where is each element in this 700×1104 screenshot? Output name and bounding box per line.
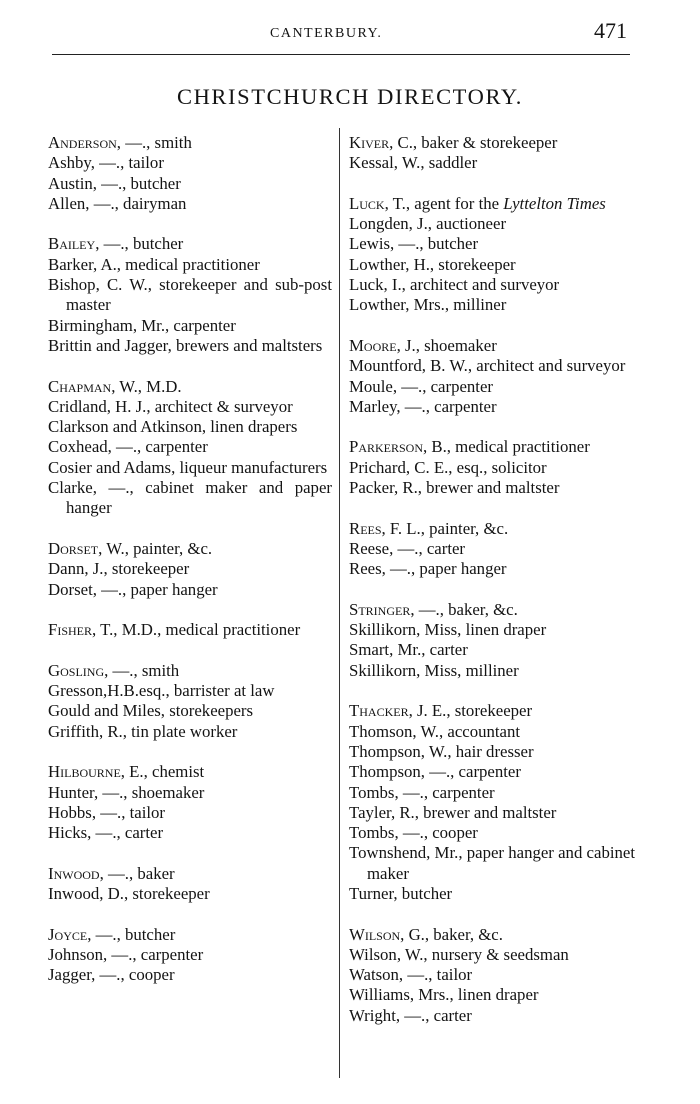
page-title: CHRISTCHURCH DIRECTORY. — [176, 84, 524, 109]
entry-details: , —., cabinet maker and paper hanger — [66, 478, 332, 518]
directory-entry — [349, 620, 635, 640]
entry-name: Hicks — [48, 823, 88, 843]
directory-entry — [349, 803, 635, 823]
directory-entry — [349, 701, 635, 721]
entry-name: Mountford — [349, 356, 422, 376]
entry-details: , H., storekeeper — [405, 254, 516, 274]
entry-name: Ashby — [48, 153, 91, 173]
entry-details: , H. J., architect & surveyor — [106, 396, 293, 416]
directory-entry — [349, 437, 635, 457]
entry-name: Dann — [48, 559, 85, 579]
directory-entry — [349, 519, 635, 539]
directory-entry — [349, 458, 635, 478]
entry-name: Coxhead — [48, 437, 108, 457]
letter-group — [48, 620, 332, 640]
column-divider — [339, 128, 340, 1078]
entry-name: Birmingham — [48, 315, 133, 335]
entry-details: , W., saddler — [393, 153, 478, 173]
header-rule — [52, 54, 630, 55]
entry-name: Austin — [48, 173, 93, 193]
entry-details: , R., brewer and maltster — [394, 478, 560, 498]
entry-name: Rees — [349, 518, 382, 538]
entry-name: Bailey — [48, 234, 96, 254]
entry-details: , C., baker & storekeeper — [389, 133, 558, 152]
entry-details: , I., architect and surveyor — [383, 275, 560, 295]
entry-details: , —., butcher — [92, 173, 181, 193]
entry-details: , —., tailor — [91, 802, 166, 822]
directory-entry — [349, 255, 635, 275]
entry-details: , Mr., carpenter — [132, 315, 236, 335]
entry-details: , —., carter — [389, 538, 466, 558]
directory-entry — [48, 458, 332, 478]
entry-name: Allen — [48, 193, 86, 213]
directory-entry — [48, 255, 332, 275]
entry-name: Longden — [349, 214, 409, 234]
entry-name: Lowther — [349, 254, 406, 274]
entry-name: Fisher — [48, 620, 93, 640]
entry-details: , Mr., paper hanger and cabinet maker — [367, 843, 635, 883]
directory-entry — [349, 539, 635, 559]
directory-entry — [48, 397, 332, 417]
directory-entry — [48, 580, 332, 600]
entry-details: , R., tin plate worker — [98, 721, 238, 741]
directory-entry — [48, 722, 332, 742]
entry-details: , —., carter — [395, 1005, 472, 1025]
entry-name: Luck — [349, 193, 385, 213]
entry-details: ,H.B.esq., barrister at law — [103, 681, 275, 701]
directory-entry — [48, 864, 332, 884]
letter-group — [349, 437, 635, 498]
directory-entry — [48, 620, 332, 640]
directory-entry — [349, 478, 635, 498]
entry-details: , Mr., carter — [389, 640, 468, 660]
entry-name: Lowther — [349, 295, 406, 315]
entry-details: and Jagger, brewers and maltsters — [91, 335, 323, 355]
letter-group — [48, 539, 332, 600]
directory-entry — [349, 742, 635, 762]
letter-group — [349, 600, 635, 681]
directory-entry — [48, 803, 332, 823]
entry-name: Skillikorn — [349, 620, 417, 640]
entry-details: , —., carpenter — [107, 437, 208, 457]
entry-details: , —., carpenter — [103, 944, 204, 964]
directory-entry — [349, 661, 635, 681]
entry-details: , C. E., esq., solicitor — [405, 457, 547, 477]
entry-name: Wilson — [349, 944, 397, 964]
directory-entry — [349, 133, 635, 153]
entry-name: Inwood — [48, 863, 100, 883]
entry-name: Bishop — [48, 275, 96, 295]
entry-name: Tombs — [349, 782, 395, 802]
letter-group — [349, 519, 635, 580]
directory-entry — [48, 945, 332, 965]
entry-details: , J., shoemaker — [396, 335, 497, 355]
letter-group — [48, 864, 332, 905]
entry-name: Dorset — [48, 538, 99, 558]
directory-entry — [48, 377, 332, 397]
entry-details: , —., smith — [116, 133, 192, 152]
directory-entry — [349, 194, 635, 214]
entry-name: Anderson — [48, 133, 117, 152]
entry-name: Wilson — [349, 924, 401, 944]
directory-entry — [48, 823, 332, 843]
entry-details: , W., accountant — [412, 721, 521, 741]
entry-name: Wright — [349, 1005, 396, 1025]
directory-entry — [48, 701, 332, 721]
directory-entry — [349, 234, 635, 254]
entry-details: , Mrs., linen draper — [409, 985, 539, 1005]
entry-name: Hunter — [48, 782, 94, 802]
directory-entry — [48, 437, 332, 457]
directory-entry — [349, 600, 635, 620]
entry-name: Cridland — [48, 396, 107, 416]
directory-entry — [48, 174, 332, 194]
entry-details: , —., tailor — [90, 153, 164, 173]
directory-entry — [349, 783, 635, 803]
letter-group — [349, 194, 635, 316]
running-head: CANTERBURY. — [270, 26, 383, 41]
entry-name: Skillikorn — [349, 660, 417, 680]
directory-entry — [349, 336, 635, 356]
entry-italic-title: Lyttelton Times — [503, 193, 606, 213]
entry-details: , —., baker, &c. — [410, 599, 518, 619]
entry-name: Stringer — [349, 599, 411, 619]
directory-entry — [349, 356, 635, 376]
entry-name: Barker — [48, 254, 93, 274]
entry-details: , —., tailor — [398, 965, 473, 985]
entry-name: Thompson — [349, 741, 421, 761]
entry-details: , butcher — [393, 883, 453, 903]
entry-name: Clarke — [48, 478, 93, 498]
letter-group — [349, 701, 635, 904]
entry-name: Kessal — [349, 153, 394, 173]
directory-entry — [349, 397, 635, 417]
letter-group — [349, 925, 635, 1026]
entry-details: , —., cooper — [394, 823, 478, 843]
directory-entry — [48, 681, 332, 701]
directory-entry — [349, 214, 635, 234]
entry-details: , A., medical practitioner — [93, 254, 260, 274]
entry-name: Inwood — [48, 883, 100, 903]
directory-entry — [48, 194, 332, 214]
entry-name: Dorset — [48, 579, 93, 599]
entry-details: , Mrs., milliner — [405, 295, 507, 315]
directory-entry — [48, 316, 332, 336]
entry-details: , —., carpenter — [420, 762, 521, 782]
directory-entry — [48, 762, 332, 782]
entry-details: , —., baker — [99, 863, 175, 883]
directory-entry — [48, 925, 332, 945]
entry-name: Clarkson — [48, 417, 109, 437]
directory-entry — [349, 884, 635, 904]
entry-name: Brittin — [48, 335, 92, 355]
entry-name: Luck — [349, 275, 384, 295]
directory-entry — [48, 417, 332, 437]
directory-entry — [48, 539, 332, 559]
entry-name: Gosling — [48, 660, 105, 680]
entry-details: , J., auctioneer — [408, 214, 507, 234]
entry-details: and Atkinson, linen drapers — [108, 417, 298, 437]
directory-entry — [48, 478, 332, 519]
directory-entry — [349, 985, 635, 1005]
entry-name: Townshend — [349, 843, 427, 863]
entry-name: Packer — [349, 478, 394, 498]
directory-entry — [349, 275, 635, 295]
letter-group — [349, 336, 635, 417]
directory-entry — [349, 965, 635, 985]
directory-entry — [349, 153, 635, 173]
entry-name: Hilbourne — [48, 762, 121, 782]
entry-name: Hobbs — [48, 802, 92, 822]
entry-details: , —., carpenter — [394, 782, 495, 802]
directory-column-right — [349, 133, 635, 1046]
entry-details: , W., M.D. — [111, 376, 182, 396]
letter-group — [48, 234, 332, 356]
entry-name: Jagger — [48, 965, 92, 985]
directory-entry — [349, 843, 635, 884]
entry-name: Reese — [349, 538, 390, 558]
entry-details: , —., butcher — [87, 924, 176, 944]
directory-entry — [48, 559, 332, 579]
entry-details: , —., carter — [87, 823, 164, 843]
entry-details: , J., storekeeper — [84, 559, 190, 579]
directory-entry — [349, 925, 635, 945]
directory-entry — [48, 965, 332, 985]
directory-entry — [349, 640, 635, 660]
directory-entry — [349, 559, 635, 579]
letter-group — [48, 925, 332, 986]
directory-entry — [48, 275, 332, 316]
entry-name: Tombs — [349, 823, 395, 843]
entry-details: , B. W., architect and surveyor — [421, 356, 626, 376]
entry-name: Thacker — [349, 701, 409, 721]
entry-details: , Miss, milliner — [416, 660, 519, 680]
entry-details: , —., carpenter — [392, 376, 493, 396]
entry-details: , —., shoemaker — [93, 782, 205, 802]
directory-entry — [48, 336, 332, 356]
entry-name: Gould — [48, 701, 90, 721]
directory-entry — [349, 377, 635, 397]
letter-group — [48, 661, 332, 742]
entry-details: , —., butcher — [390, 234, 479, 254]
entry-details: , —., dairyman — [85, 193, 187, 213]
letter-group — [349, 133, 635, 174]
directory-entry — [349, 1006, 635, 1026]
entry-details: , E., chemist — [120, 762, 205, 782]
letter-group — [48, 133, 332, 214]
directory-entry — [48, 783, 332, 803]
entry-details: , R., brewer and maltster — [390, 802, 557, 822]
letter-group — [48, 762, 332, 843]
entry-details: , F. L., painter, &c. — [381, 518, 509, 538]
entry-details: , Miss, linen draper — [416, 620, 547, 640]
entry-name: Gresson — [48, 681, 103, 701]
entry-details: , —., cooper — [91, 965, 175, 985]
entry-name: Watson — [349, 965, 399, 985]
directory-entry — [48, 234, 332, 254]
entry-details: , W., nursery & seedsman — [396, 944, 569, 964]
entry-details: , G., baker, &c. — [400, 924, 503, 944]
letter-group — [48, 377, 332, 519]
entry-details: , —., paper hanger — [92, 579, 218, 599]
directory-entry — [48, 133, 332, 153]
entry-details: , T., agent for the — [384, 193, 504, 213]
entry-name: Cosier — [48, 457, 92, 477]
entry-name: Williams — [349, 985, 410, 1005]
entry-name: Turner — [349, 883, 394, 903]
entry-details: , W., hair dresser — [420, 741, 534, 761]
entry-name: Moore — [349, 335, 397, 355]
directory-column-left — [48, 133, 332, 1006]
entry-details: and Adams, liqueur manufacturers — [91, 457, 328, 477]
entry-name: Prichard — [349, 457, 406, 477]
entry-name: Kiver — [349, 133, 390, 152]
entry-name: Thompson — [349, 762, 421, 782]
entry-details: , W., painter, &c. — [98, 538, 213, 558]
entry-name: Rees — [349, 559, 382, 579]
directory-entry — [349, 823, 635, 843]
entry-details: , —., paper hanger — [381, 559, 507, 579]
page-number: 471 — [594, 18, 627, 43]
entry-details: , C. W., storekeeper and sub-post master — [66, 275, 332, 315]
entry-details: , —., carpenter — [396, 396, 497, 416]
entry-name: Smart — [349, 640, 390, 660]
page-header — [0, 18, 700, 48]
entry-name: Tayler — [349, 802, 391, 822]
entry-name: Lewis — [349, 234, 391, 254]
entry-details: and Miles, storekeepers — [89, 701, 254, 721]
directory-entry — [349, 762, 635, 782]
directory-entry — [48, 153, 332, 173]
entry-details: , D., storekeeper — [99, 883, 210, 903]
entry-details: , J. E., storekeeper — [408, 701, 533, 721]
entry-name: Moule — [349, 376, 393, 396]
entry-name: Griffith — [48, 721, 99, 741]
entry-details: , —., butcher — [95, 234, 184, 254]
directory-entry — [349, 295, 635, 315]
entry-name: Marley — [349, 396, 397, 416]
entry-name: Joyce — [48, 924, 88, 944]
directory-entry — [48, 661, 332, 681]
entry-name: Thomson — [349, 721, 413, 741]
directory-entry — [48, 884, 332, 904]
entry-name: Parkerson — [349, 437, 424, 457]
directory-entry — [349, 722, 635, 742]
entry-details: , T., M.D., medical practitioner — [92, 620, 301, 640]
entry-details: , B., medical practitioner — [423, 437, 590, 457]
entry-name: Johnson — [48, 944, 104, 964]
directory-entry — [349, 945, 635, 965]
entry-details: , —., smith — [104, 660, 180, 680]
entry-name: Chapman — [48, 376, 112, 396]
